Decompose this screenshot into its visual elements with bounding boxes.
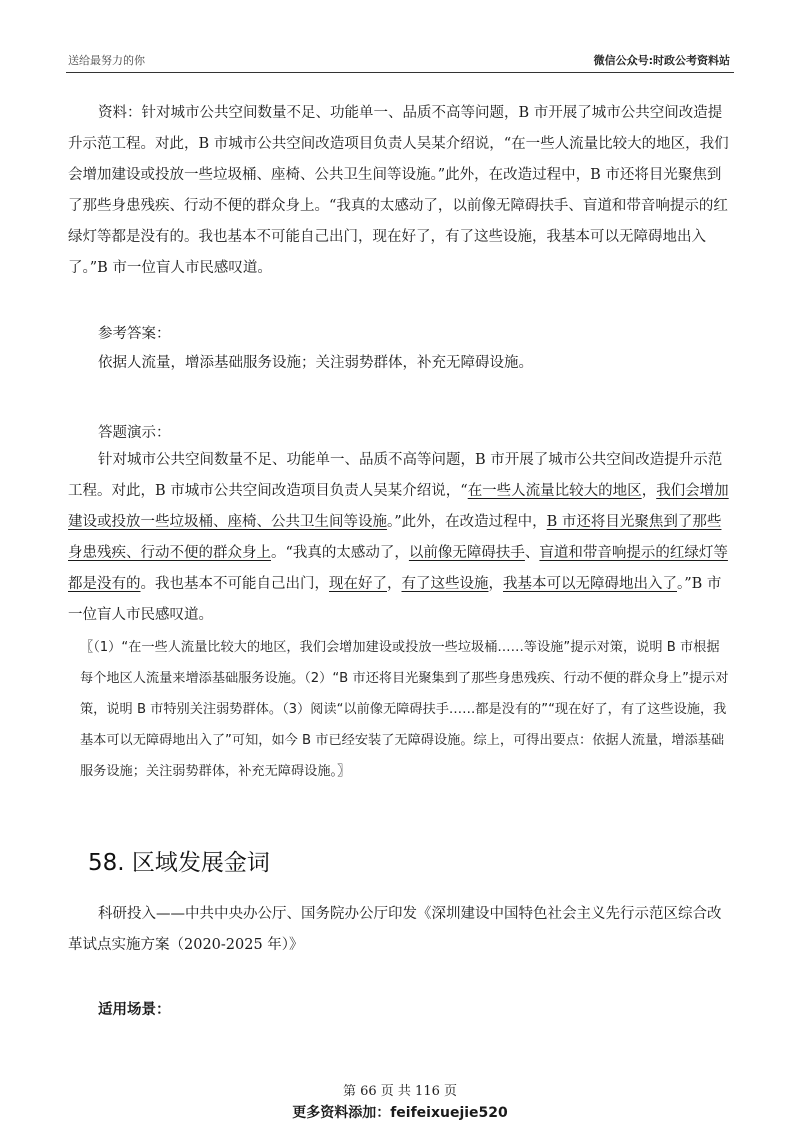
material-paragraph: 资料：针对城市公共空间数量不足、功能单一、品质不高等问题，B 市开展了城市公共空间改造提升示范工程。对此，B 市城市公共空间改造项目负责人吴某介绍说，“在一些人流量比较大的地区，我们会增加建设或投放一些垃圾桶、座椅、公共卫生间等设施。”此外，在改造过程中，B 市还将目光聚焦到了那些身患残疾、行动不便的群众身上。“我真的太感动了，以前像无障碍扶手、盲道和带音响提示的红绿灯等都是没有的。我也基本不可能自己出门，现在好了，有了这些设施，我基本可以无障碍地出入了。”B 市一位盲人市民感叹道。 xyxy=(68,105,729,276)
analysis-note: 〖（1）“在一些人流量比较大的地区，我们会增加建设或投放一些垃圾桶……等设施”提示对策，说明 B 市根据每个地区人流量来增添基础服务设施。（2）“B 市还将目光聚集到了那些身患残疾、行动不便的群众身上”提示对策，说明 B 市特别关注弱势群体。（3）阅读“以前像无障碍扶手……都是没有的”“现在好了，有了这些设施，我基本可以无障碍地出入了”可知，如今 B 市已经安装了无障碍设施。综上，可得出要点：依据人流量，增添基础服务设施；关注弱势群体，补充无障碍设施。〗 xyxy=(80,640,729,779)
demo-text: ， xyxy=(387,576,402,592)
header-left-text: 送给最努力的你 xyxy=(68,54,145,67)
demo-text: 、 xyxy=(524,545,540,561)
demo-text: ， xyxy=(641,483,657,499)
underlined-phrase: 我们会增加建设或投放一些垃圾桶、座椅、公共卫生间等设施 xyxy=(68,483,729,530)
underlined-phrase: B 市还将目光聚焦到了那些身患残疾、行动不便的群众身上 xyxy=(68,514,722,561)
underlined-phrase: 以前像无障碍扶手 xyxy=(408,545,525,561)
demo-label: 答题演示： xyxy=(98,425,171,441)
scene-label: 适用场景： xyxy=(98,1002,171,1018)
header-right-text: 微信公众号:时政公考资料站 xyxy=(593,54,730,67)
section-source: 科研投入——中共中央办公厅、国务院办公厅印发《深圳建设中国特色社会主义先行示范区综合改革试点实施方案（2020-2025 年）》 xyxy=(68,906,722,953)
demo-text: 。“我真的太感动了， xyxy=(271,545,409,561)
reference-label: 参考答案： xyxy=(98,326,171,342)
page-number: 第 66 页 共 116 页 xyxy=(342,1084,458,1099)
demo-text: 针对城市公共空间数量不足、功能单一、品质不高等问题，B 市开展了城市公共空间改造提升示范工程。对此，B 市城市公共空间改造项目负责人吴某介绍说，“ xyxy=(68,452,723,499)
underlined-phrase: 我基本可以无障碍地出入了 xyxy=(503,576,677,592)
demo-text: 。”此外，在改造过程中， xyxy=(387,514,547,530)
section-title: 58. 区域发展金词 xyxy=(88,850,270,876)
underlined-phrase: 在一些人流量比较大的地区 xyxy=(467,483,642,499)
underlined-phrase: 有了这些设施 xyxy=(401,576,489,592)
footer-ad: 更多资料添加：feifeixuejie520 xyxy=(292,1105,508,1121)
demo-paragraph xyxy=(68,445,734,631)
underlined-phrase: 盲道和带音响提示的红绿灯等都是没有的 xyxy=(68,545,728,592)
reference-answer: 依据人流量，增添基础服务设施；关注弱势群体，补充无障碍设施。 xyxy=(98,355,533,371)
demo-text: ， xyxy=(488,576,503,592)
header-divider xyxy=(66,72,734,73)
demo-text: 。我也基本不可能自己出门， xyxy=(140,576,329,592)
underlined-phrase: 现在好了 xyxy=(329,576,387,592)
demo-text: 。”B 市一位盲人市民感叹道。 xyxy=(68,576,722,623)
